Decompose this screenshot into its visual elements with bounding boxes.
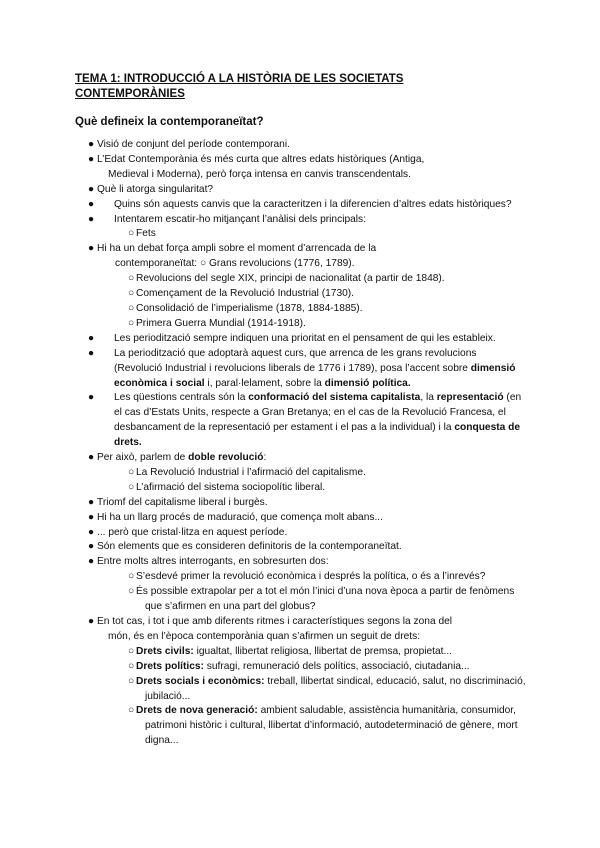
page-title: TEMA 1: INTRODUCCIÓ A LA HISTÒRIA DE LES SOCIETATS CONTEMPORÀNIES: [75, 73, 404, 100]
circle-bullet-icon: ○: [128, 228, 135, 240]
sub-list-item: ○ Drets socials i econòmics: treball, llibertat sindical, educació, salut, no discriminació, jubilació...: [128, 675, 526, 702]
circle-bullet-icon: ○: [128, 466, 135, 478]
list-item: ● Intentarem escatir-ho mitjançant l’anàlisi dels principals:: [0, 213, 600, 228]
bullet-icon: ●: [88, 347, 95, 359]
sub-list-item: ○ Drets polítics: sufragi, remuneració dels polítics, associació, ciutadania...: [0, 660, 600, 675]
bullet-icon: ●: [88, 452, 95, 464]
list-item-continuation: Medieval i Moderna), però força intensa en canvis transcendentals.: [108, 168, 411, 180]
list-item: ● Visió de conjunt del període contemporani.: [0, 138, 600, 153]
list-item: ● L’Edat Contemporània és més curta que altres edats històriques (Antiga,: [0, 153, 600, 168]
sub-list-item: ○ Consolidació de l’imperialisme (1878, 1884-1885).: [0, 302, 600, 317]
bullet-icon: ●: [88, 541, 95, 553]
list-item: ● Quins són aquests canvis que la caracteritzen i la diferencien d’altres edats històriques?: [0, 198, 600, 213]
circle-bullet-icon: ○: [128, 288, 135, 300]
bullet-icon: ●: [88, 616, 95, 627]
bullet-icon: ●: [88, 496, 95, 508]
bullet-icon: ●: [88, 392, 95, 404]
list-item: ● Entre molts altres interrogants, en sobresurten dos:: [0, 555, 600, 570]
bullet-icon: ●: [88, 198, 95, 210]
sub-list-item: ○ S’esdevé primer la revolució econòmica i després la política, o és a l’inrevés?: [0, 570, 600, 585]
list-item: ● Hi ha un debat força ampli sobre el moment d’arrencada de la: [0, 242, 600, 257]
list-item: ● Triomf del capitalisme liberal i burgès.: [0, 496, 600, 511]
bullet-icon: ●: [88, 183, 95, 195]
bullet-icon: ●: [88, 139, 95, 150]
document-body: [0, 138, 600, 749]
list-item: ● Per això, parlem de doble revolució:: [0, 451, 600, 466]
list-item: ● Les qüestions centrals són la conformació del sistema capitalista, la representació (en el cas d’Estats Units, respecte a Gran Bretanya; en el cas de la Revolució Francesa, el desbancament de la representació per estament i el pas a la individual) i la conquesta de drets.: [88, 392, 522, 449]
sub-list-item: ○ Començament de la Revolució Industrial (1730).: [0, 287, 600, 302]
sub-list-item: ○ L’afirmació del sistema sociopolític liberal.: [0, 481, 600, 496]
list-item-continuation: contemporaneïtat: ○ Grans revolucions (1776, 1789).: [115, 258, 355, 270]
circle-bullet-icon: ○: [128, 571, 135, 583]
bullet-icon: ●: [88, 556, 95, 568]
list-item: ● Són elements que es consideren definitoris de la contemporaneïtat.: [0, 540, 600, 555]
list-item: ● La periodització que adoptarà aquest curs, que arrenca de les grans revolucions (Revolució Industrial i revolucions liberals de 1776 i 1789), posa l’accent sobre dimensió econòmica i social i, paral·lelament, sobre la dimensió política.: [88, 347, 516, 389]
sub-list-item: ○ És possible extrapolar per a tot el món l’inici d’una nova època a partir de fenòmens que s’afirmen en una part del globus?: [128, 586, 515, 613]
circle-bullet-icon: ○: [128, 302, 135, 314]
circle-bullet-icon: ○: [128, 675, 135, 687]
sub-list-item: ○ Primera Guerra Mundial (1914-1918).: [0, 317, 600, 332]
circle-bullet-icon: ○: [128, 586, 135, 598]
bullet-icon: ●: [88, 213, 95, 225]
circle-bullet-icon: ○: [128, 273, 135, 285]
bullet-icon: ●: [88, 153, 95, 165]
circle-bullet-icon: ○: [128, 660, 135, 672]
sub-list-item: ○ Drets civils: igualtat, llibertat religiosa, llibertat de premsa, propietat...: [0, 645, 600, 660]
bullet-icon: ●: [88, 243, 95, 255]
list-item: ● ... però que cristal·litza en aquest període.: [0, 526, 600, 541]
sub-list-item: ○ Drets de nova generació: ambient saludable, assistència humanitària, consumidor, patrimoni històric i cultural, llibertat d’informació, autodeterminació de gènere, mort digna...: [128, 705, 518, 747]
list-item: ● Hi ha un llarg procés de maduració, que comença molt abans...: [0, 511, 600, 526]
sub-list-item: ○ Fets: [0, 227, 600, 242]
list-item: ● Què li atorga singularitat?: [0, 183, 600, 198]
sub-list-item: ○ Revolucions del segle XIX, principi de nacionalitat (a partir de 1848).: [0, 272, 600, 287]
circle-bullet-icon: ○: [128, 705, 135, 717]
bullet-icon: ●: [88, 526, 95, 538]
circle-bullet-icon: ○: [199, 258, 207, 270]
bullet-icon: ●: [88, 511, 95, 523]
section-heading: Què defineix la contemporaneïtat?: [75, 116, 264, 128]
list-item-continuation: món, és en l’època contemporània quan s’afirmen un seguit de drets:: [108, 630, 421, 642]
circle-bullet-icon: ○: [128, 645, 135, 657]
sub-list-item: ○ La Revolució Industrial i l’afirmació del capitalisme.: [0, 466, 600, 481]
list-item: ● Les periodització sempre indiquen una prioritat en el pensament de qui les estableix.: [0, 332, 600, 347]
list-item: ● En tot cas, i tot i que amb diferents ritmes i característiques segons la zona del: [0, 615, 600, 630]
circle-bullet-icon: ○: [128, 481, 135, 493]
circle-bullet-icon: ○: [128, 317, 135, 329]
bullet-icon: ●: [88, 332, 95, 344]
